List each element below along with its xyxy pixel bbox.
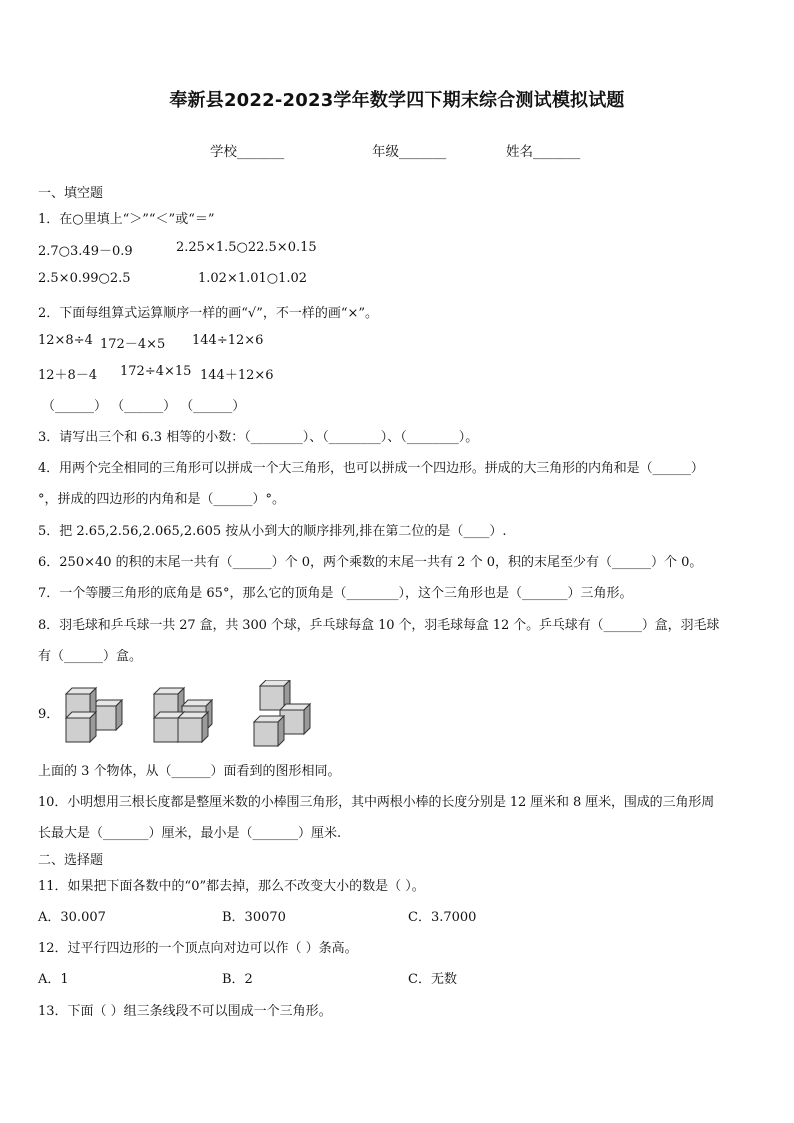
- cube-figures: [64, 680, 324, 750]
- cube-figure-3: [254, 680, 310, 746]
- page-title: 奉新县2022-2023学年数学四下期末综合测试模拟试题: [169, 90, 625, 111]
- question-12-option-a[interactable]: A．1: [38, 972, 69, 987]
- section-choice-heading: 二、选择题: [38, 853, 104, 868]
- name-field[interactable]: 姓名_______: [506, 144, 581, 160]
- question-1c: 2.5×0.99○2.5: [38, 271, 131, 286]
- question-4b: °，拼成的四边形的内角和是（______）°。: [38, 492, 286, 507]
- cube-figure-1: [66, 688, 122, 742]
- question-12-option-c[interactable]: C．无数: [408, 972, 457, 987]
- question-10b: 长最大是（_______）厘米，最小是（_______）厘米.: [38, 826, 342, 841]
- grade-field[interactable]: 年级_______: [372, 144, 447, 160]
- question-5: 5．把 2.65,2.56,2.065,2.605 按从小到大的顺序排列,排在第二位的是（____）.: [38, 524, 507, 539]
- question-3: 3．请写出三个和 6.3 相等的小数：（________）、（________）、（________）。: [38, 430, 479, 445]
- question-12-option-b[interactable]: B．2: [222, 972, 253, 987]
- question-11-option-b[interactable]: B．30070: [222, 910, 286, 925]
- question-10a: 10．小明想用三根长度都是整厘米数的小棒围三角形，其中两根小棒的长度分别是 12 厘米和 8 厘米，围成的三角形周: [38, 795, 715, 810]
- question-2: 2．下面每组算式运算顺序一样的画“√”，不一样的画“×”。: [38, 306, 379, 321]
- question-1a: 2.7○3.49－0.9: [38, 244, 133, 259]
- question-9b: 上面的 3 个物体，从（______）面看到的图形相同。: [38, 764, 341, 779]
- question-2-answer-blanks[interactable]: （______） （______） （______）: [42, 399, 246, 414]
- question-8b: 有（______）盒。: [38, 649, 143, 664]
- question-11: 11．如果把下面各数中的“0”都去掉，那么不改变大小的数是（ ）。: [38, 879, 425, 894]
- question-2-r2c: 144＋12×6: [200, 368, 274, 383]
- question-11-option-a[interactable]: A．30.007: [38, 910, 106, 925]
- question-1d: 1.02×1.01○1.02: [198, 271, 308, 286]
- question-1b: 2.25×1.5○22.5×0.15: [176, 240, 317, 255]
- question-2-r1a: 12×8÷4: [38, 333, 93, 348]
- cube-figure-2: [154, 688, 212, 742]
- question-11-option-c[interactable]: C．3.7000: [408, 910, 477, 925]
- question-2-r2a: 12＋8－4: [38, 368, 98, 383]
- question-1: 1．在○里填上“＞”“＜”或“＝”: [38, 212, 215, 227]
- question-12: 12．过平行四边形的一个顶点向对边可以作（ ）条高。: [38, 941, 358, 956]
- question-13: 13．下面（ ）组三条线段不可以围成一个三角形。: [38, 1004, 332, 1019]
- question-2-r1c: 144÷12×6: [192, 333, 264, 348]
- question-9: 9．: [38, 707, 60, 722]
- question-2-r1b: 172－4×5: [100, 337, 166, 352]
- school-field[interactable]: 学校_______: [210, 144, 285, 160]
- question-6: 6．250×40 的积的末尾一共有（______）个 0，两个乘数的末尾一共有 2 个 0，积的末尾至少有（______）个 0。: [38, 555, 703, 570]
- question-8a: 8．羽毛球和乒乓球一共 27 盒，共 300 个球，乒乓球每盒 10 个，羽毛球每盒 12 个。乒乓球有（______）盒，羽毛球: [38, 618, 720, 633]
- question-7: 7．一个等腰三角形的底角是 65°，那么它的顶角是（________），这个三角形也是（_______）三角形。: [38, 586, 633, 601]
- question-2-r2b: 172÷4×15: [120, 364, 192, 379]
- question-4a: 4．用两个完全相同的三角形可以拼成一个大三角形，也可以拼成一个四边形。拼成的大三角形的内角和是（______）: [38, 461, 704, 476]
- section-fill-heading: 一、填空题: [38, 186, 104, 201]
